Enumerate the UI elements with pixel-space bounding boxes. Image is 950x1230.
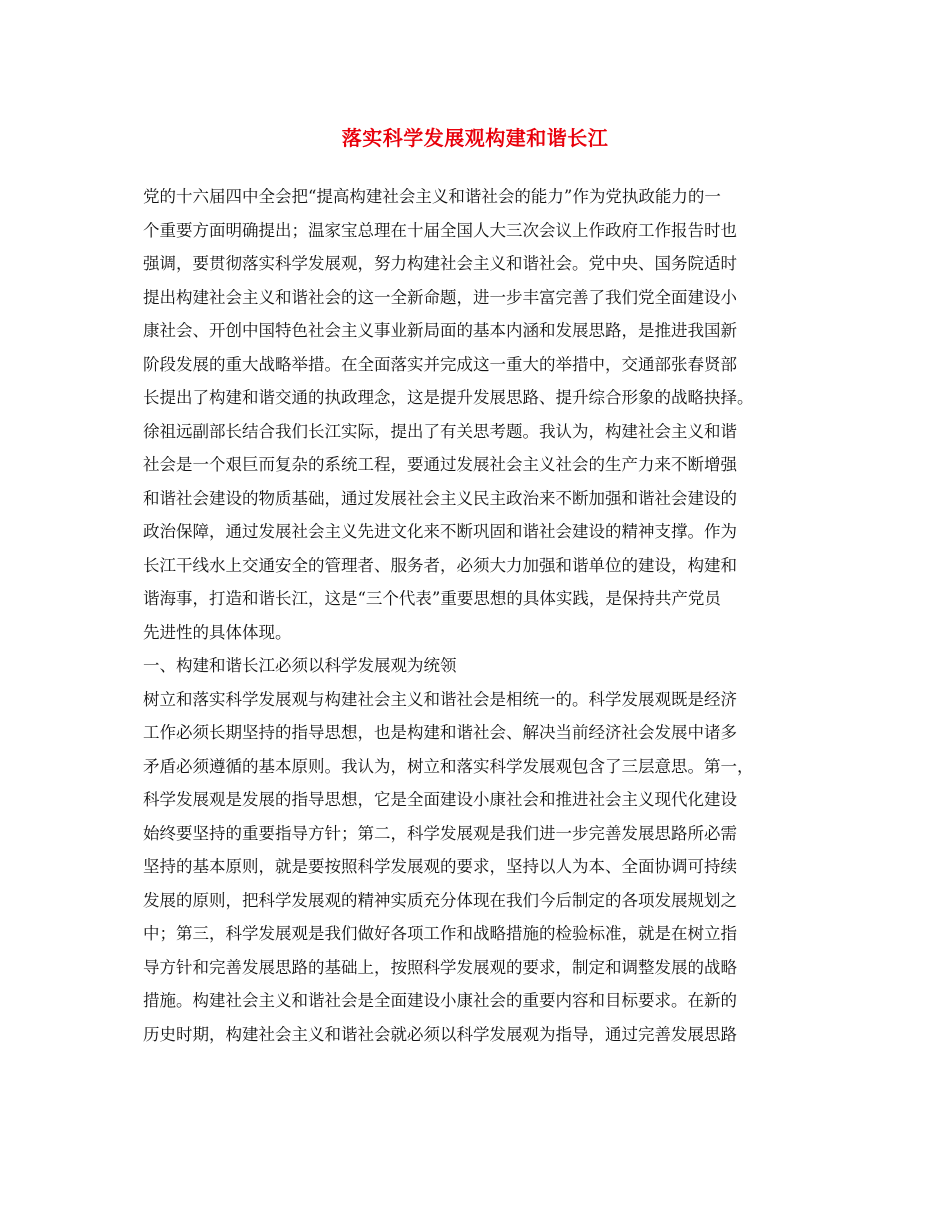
document-body bbox=[143, 180, 823, 1051]
text-line: 党的十六届四中全会把“提高构建社会主义和谐社会的能力”作为党执政能力的一 bbox=[143, 187, 721, 206]
document-title: 落实科学发展观构建和谐长江 bbox=[341, 126, 609, 150]
text-line: 一、构建和谐长江必须以科学发展观为统领 bbox=[143, 656, 457, 675]
text-line: 长江干线水上交通安全的管理者、服务者，必须大力加强和谐单位的建设，构建和 bbox=[143, 555, 737, 575]
text-line: 谐海事，打造和谐长江，这是“三个代表”重要思想的具体实践，是保持共产党员 bbox=[143, 589, 721, 608]
text-line: 始终要坚持的重要指导方针；第二，科学发展观是我们进一步完善发展思路所必需 bbox=[143, 823, 737, 843]
text-line: 康社会、开创中国特色社会主义事业新局面的基本内涵和发展思路，是推进我国新 bbox=[143, 321, 737, 340]
text-line: 工作必须长期坚持的指导思想，也是构建和谐社会、解决当前经济社会发展中诸多 bbox=[143, 723, 737, 742]
text-line: 社会是一个艰巨而复杂的系统工程，要通过发展社会主义社会的生产力来不断增强 bbox=[143, 455, 737, 474]
text-line: 矛盾必须遵循的基本原则。我认为，树立和落实科学发展观包含了三层意思。第一， bbox=[143, 756, 754, 776]
text-line: 树立和落实科学发展观与构建社会主义和谐社会是相统一的。科学发展观既是经济 bbox=[143, 689, 737, 709]
text-line: 提出构建社会主义和谐社会的这一全新命题，进一步丰富完善了我们党全面建设小 bbox=[143, 287, 737, 307]
text-line: 措施。构建社会主义和谐社会是全面建设小康社会的重要内容和目标要求。在新的 bbox=[143, 991, 737, 1010]
text-line: 和谐社会建设的物质基础，通过发展社会主义民主政治来不断加强和谐社会建设的 bbox=[143, 488, 737, 508]
text-line: 徐祖远副部长结合我们长江实际，提出了有关思考题。我认为，构建社会主义和谐 bbox=[143, 421, 737, 441]
text-line: 政治保障，通过发展社会主义先进文化来不断巩固和谐社会建设的精神支撑。作为 bbox=[143, 522, 737, 541]
text-line: 个重要方面明确提出；温家宝总理在十届全国人大三次会议上作政府工作报告时也 bbox=[143, 220, 737, 240]
text-line: 坚持的基本原则，就是要按照科学发展观的要求，坚持以人为本、全面协调可持续 bbox=[143, 857, 737, 876]
text-line: 先进性的具体体现。 bbox=[143, 622, 292, 642]
text-line: 中；第三，科学发展观是我们做好各项工作和战略措施的检验标准，就是在树立指 bbox=[143, 924, 737, 943]
text-line: 历史时期，构建社会主义和谐社会就必须以科学发展观为指导，通过完善发展思路 bbox=[143, 1024, 737, 1044]
text-line: 导方针和完善发展思路的基础上，按照科学发展观的要求，制定和调整发展的战略 bbox=[143, 957, 737, 977]
text-line: 发展的原则，把科学发展观的精神实质充分体现在我们今后制定的各项发展规划之 bbox=[143, 890, 737, 910]
text-line: 阶段发展的重大战略举措。在全面落实并完成这一重大的举措中，交通部张春贤部 bbox=[143, 354, 737, 374]
text-line: 强调，要贯彻落实科学发展观，努力构建社会主义和谐社会。党中央、国务院适时 bbox=[143, 254, 737, 273]
text-line: 科学发展观是发展的指导思想，它是全面建设小康社会和推进社会主义现代化建设 bbox=[143, 790, 737, 809]
text-line: 长提出了构建和谐交通的执政理念，这是提升发展思路、提升综合形象的战略抉择。 bbox=[143, 388, 754, 407]
